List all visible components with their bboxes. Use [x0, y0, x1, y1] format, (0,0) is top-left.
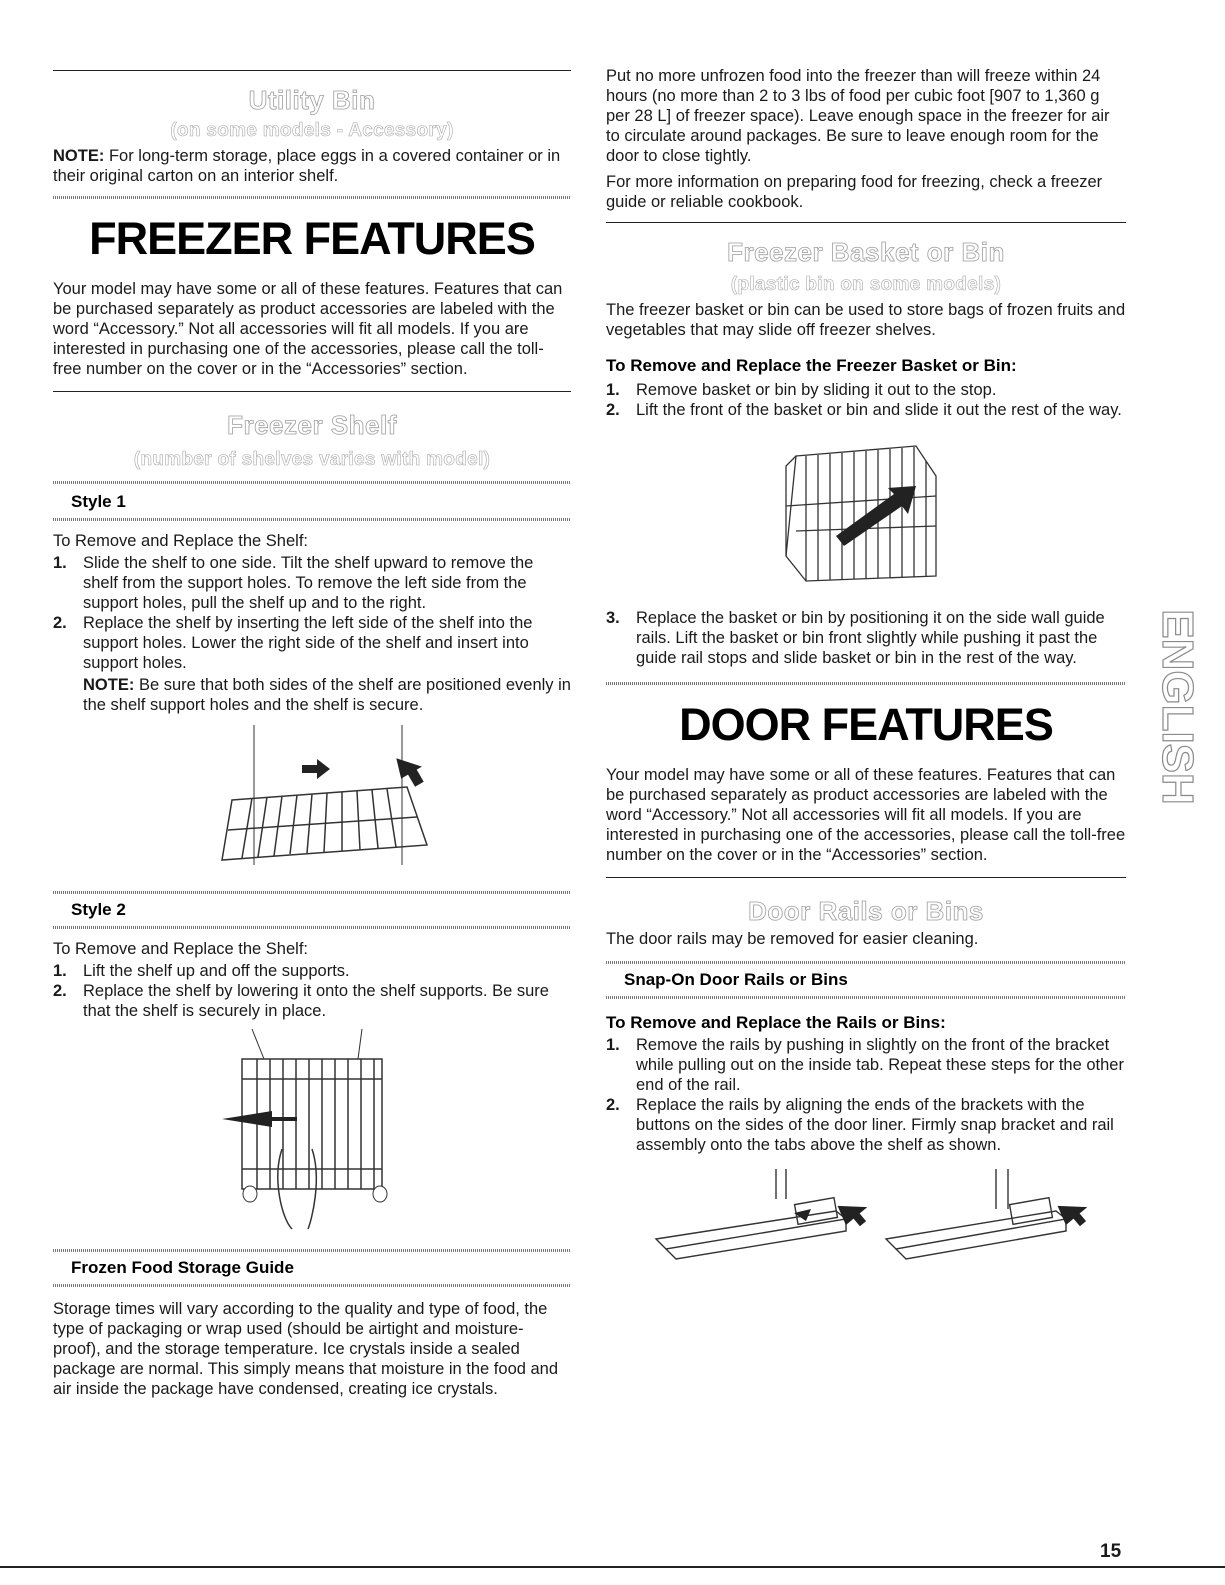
dotted-rule — [606, 682, 1126, 685]
rails-steps — [606, 1035, 1126, 1155]
page-bottom-rule — [0, 1566, 1225, 1568]
english-tab-label: ENGLISH — [1153, 609, 1202, 805]
list-item: 3. Replace the basket or bin by positioning it on the side wall guide rails. Lift the basket or bin front slightly while pushing it past the guide rail stops and slide basket or bin in the rest of the way. — [606, 609, 1105, 667]
arrow-up-icon — [391, 749, 429, 790]
dotted-rule — [53, 1284, 571, 1287]
list-item: 1. Remove basket or bin by sliding it out to the stop. — [606, 381, 997, 399]
snap-on-heading: Snap-On Door Rails or Bins — [624, 970, 848, 989]
utility-bin-note — [53, 146, 571, 186]
freezer-basket-subtitle: (plastic bin on some models) — [730, 274, 1002, 295]
freezer-shelf-subtitle: (number of shelves varies with model) — [133, 449, 491, 470]
storage-continued-p2: For more information on preparing food for freezing, check a freezer guide or reliable cookbook. — [606, 173, 1103, 211]
basket-step3 — [606, 608, 1126, 668]
freezer-basket-illustration — [776, 436, 956, 586]
freezer-shelf-title: Freezer Shelf — [227, 410, 397, 440]
freezer-basket-intro: The freezer basket or bin can be used to store bags of frozen fruits and vegetables that may slide off freezer shelves. — [606, 301, 1126, 339]
list-item: 2. Replace the shelf by lowering it onto the shelf supports. Be sure that the shelf is securely in place. — [53, 982, 549, 1020]
list-item: 1. Remove the rails by pushing in slightly on the front of the bracket while pulling out on the inside tab. Repeat these steps for the other end of the rail. — [606, 1036, 1124, 1094]
shelf-style1-illustration — [192, 725, 432, 875]
dotted-rule — [53, 1249, 571, 1252]
freezer-basket-title: Freezer Basket or Bin — [727, 237, 1005, 267]
style1-lead: To Remove and Replace the Shelf: — [53, 532, 308, 550]
storage-guide-heading: Frozen Food Storage Guide — [71, 1258, 294, 1277]
list-item: 2. Replace the shelf by inserting the left side of the shelf into the support holes. Lower the right side of the shelf and insert into support holes. NOTE: Be sure that both sides of the shelf are positioned evenly in the shelf support holes and the shelf is secure. — [53, 614, 571, 714]
dotted-rule — [606, 996, 1126, 999]
style2-lead: To Remove and Replace the Shelf: — [53, 940, 308, 958]
section-rule — [606, 222, 1126, 223]
section-rule — [53, 391, 571, 392]
utility-bin-subtitle: (on some models - Accessory) — [170, 120, 454, 141]
basket-steps — [606, 380, 1126, 420]
freezer-features-intro: Your model may have some or all of these features. Features that can be purchased separately as product accessories are labeled with the word “Accessory.” Not all accessories will fit all models. If you are interested in purchasing one of the accessories, please call the toll-free number on the cover or in the “Accessories” section. — [53, 280, 563, 378]
door-rails-title: Door Rails or Bins — [748, 896, 984, 926]
utility-bin-title: Utility Bin — [248, 85, 376, 115]
dotted-rule — [606, 961, 1126, 964]
style2-steps — [53, 961, 571, 1021]
arrow-up-icon — [1053, 1192, 1094, 1233]
dotted-rule — [53, 926, 571, 929]
dotted-rule — [53, 518, 571, 521]
style1-steps — [53, 553, 571, 715]
page-number: 15 — [1100, 1541, 1122, 1562]
list-item: 1. Slide the shelf to one side. Tilt the shelf upward to remove the shelf from the support holes. To remove the left side from the support holes, pull the shelf up and to the right. — [53, 554, 534, 612]
door-rails-intro: The door rails may be removed for easier cleaning. — [606, 930, 979, 948]
arrow-up-icon — [833, 1192, 874, 1233]
rails-procedure-title: To Remove and Replace the Rails or Bins: — [606, 1013, 946, 1032]
style2-heading: Style 2 — [71, 900, 126, 919]
shelf-style2-illustration — [212, 1029, 412, 1229]
note-text: For long-term storage, place eggs in a covered container or in their original carton on an interior shelf. — [53, 147, 561, 185]
door-rails-illustration — [646, 1169, 1106, 1269]
door-features-intro: Your model may have some or all of these features. Features that can be purchased separately as product accessories are labeled with the word “Accessory.” Not all accessories will fit all models. If you are interested in purchasing one of the accessories, please call the toll-free number on the cover or in the “Accessories” section. — [606, 766, 1126, 864]
note-label: NOTE: — [53, 147, 105, 165]
basket-procedure-title: To Remove and Replace the Freezer Basket or Bin: — [606, 356, 1017, 375]
english-side-tab — [1138, 562, 1202, 852]
dotted-rule — [53, 481, 571, 484]
freezer-features-heading: FREEZER FEATURES — [89, 213, 535, 264]
arrow-diagonal-icon — [836, 486, 916, 546]
section-rule — [606, 877, 1126, 878]
dotted-rule — [53, 891, 571, 894]
door-features-heading: DOOR FEATURES — [679, 699, 1053, 750]
style1-heading: Style 1 — [71, 492, 126, 511]
section-rule — [53, 70, 571, 71]
left-column — [53, 0, 571, 1399]
storage-continued-p1: Put no more unfrozen food into the freezer than will freeze within 24 hours (no more than 2 to 3 lbs of food per cubic foot [907 to 1,360 g per 28 L] of freezer space). Leave enough space in the freezer for air to circulate around packages. Be sure to leave enough room for the door to close tightly. — [606, 67, 1110, 165]
list-item: 2. Replace the rails by aligning the ends of the brackets with the buttons on the sides of the door liner. Firmly snap bracket and rail assembly onto the tabs above the shelf as shown. — [606, 1096, 1114, 1154]
storage-guide-text: Storage times will vary according to the quality and type of food, the type of packaging or wrap used (should be airtight and moisture-proof), and the storage temperature. Ice crystals inside a sealed package are normal. This simply means that moisture in the food and air inside the package have condensed, creating ice crystals. — [53, 1300, 559, 1398]
dotted-rule — [53, 196, 571, 199]
arrow-right-icon — [302, 759, 330, 779]
arrow-left-icon — [222, 1111, 297, 1127]
list-item: 2. Lift the front of the basket or bin and slide it out the rest of the way. — [606, 401, 1122, 419]
list-item: 1. Lift the shelf up and off the supports. — [53, 962, 350, 980]
style1-note: NOTE: Be sure that both sides of the shelf are positioned evenly in the shelf support holes and the shelf is secure. — [83, 676, 571, 714]
right-column — [606, 0, 1126, 1269]
